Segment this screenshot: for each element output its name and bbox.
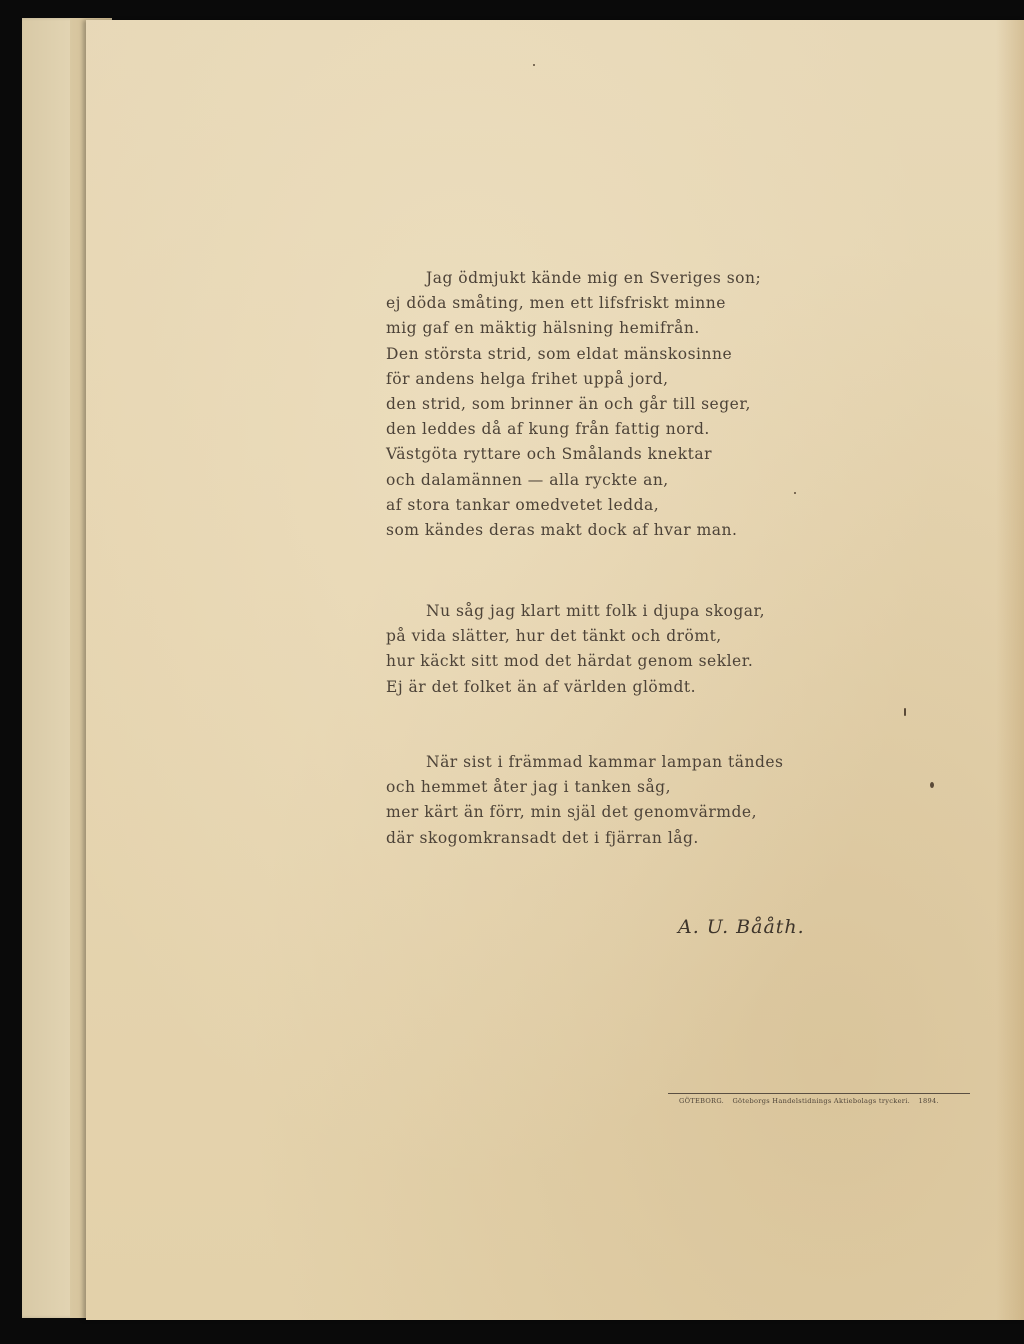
imprint-city: GÖTEBORG. — [679, 1097, 725, 1105]
document-page — [86, 20, 1024, 1320]
poem-line: Ej är det folket än af världen glömdt. — [386, 677, 697, 696]
poem-line: hur käckt sitt mod det härdat genom sekler. — [386, 652, 754, 671]
poem-line: ej döda småting, men ett lifsfriskt minne — [386, 294, 726, 313]
paper-speck — [533, 64, 535, 66]
imprint-rule — [668, 1093, 970, 1094]
poem-line: där skogomkransadt det i fjärran låg. — [386, 828, 699, 847]
imprint-printer: Göteborgs Handelstidnings Aktiebolags tryckeri. — [732, 1097, 911, 1105]
author-signature: A. U. Bååth. — [678, 916, 805, 938]
imprint-year: 1894. — [918, 1097, 939, 1105]
stanza-2 — [386, 599, 765, 700]
paper-speck — [930, 782, 934, 788]
poem-line: på vida slätter, hur det tänkt och drömt, — [386, 627, 722, 646]
poem-line: för andens helga frihet uppå jord, — [386, 369, 669, 388]
poem-line: Den största strid, som eldat mänskosinne — [386, 344, 733, 363]
stanza-3 — [386, 750, 784, 851]
poem-line: När sist i främmad kammar lampan tändes — [426, 753, 784, 771]
poem-line: Jag ödmjukt kände mig en Sveriges son; — [426, 269, 762, 287]
poem-line: och dalamännen — alla ryckte an, — [386, 470, 669, 489]
stanza-1 — [386, 266, 761, 543]
poem-line: den strid, som brinner än och går till seger, — [386, 394, 751, 413]
poem-line: Västgöta ryttare och Smålands knektar — [386, 445, 713, 464]
printer-imprint — [679, 1097, 945, 1105]
poem-line: mig gaf en mäktig hälsning hemifrån. — [386, 319, 700, 338]
poem-line: af stora tankar omedvetet ledda, — [386, 495, 660, 514]
poem-line: Nu såg jag klart mitt folk i djupa skogar, — [426, 602, 766, 620]
poem-line: mer kärt än förr, min själ det genomvärmde, — [386, 803, 758, 822]
paper-speck — [904, 708, 906, 716]
paper-speck — [794, 492, 796, 494]
poem-line: som kändes deras makt dock af hvar man. — [386, 520, 738, 539]
poem-line: den leddes då af kung från fattig nord. — [386, 420, 710, 439]
poem-line: och hemmet åter jag i tanken såg, — [386, 778, 672, 797]
